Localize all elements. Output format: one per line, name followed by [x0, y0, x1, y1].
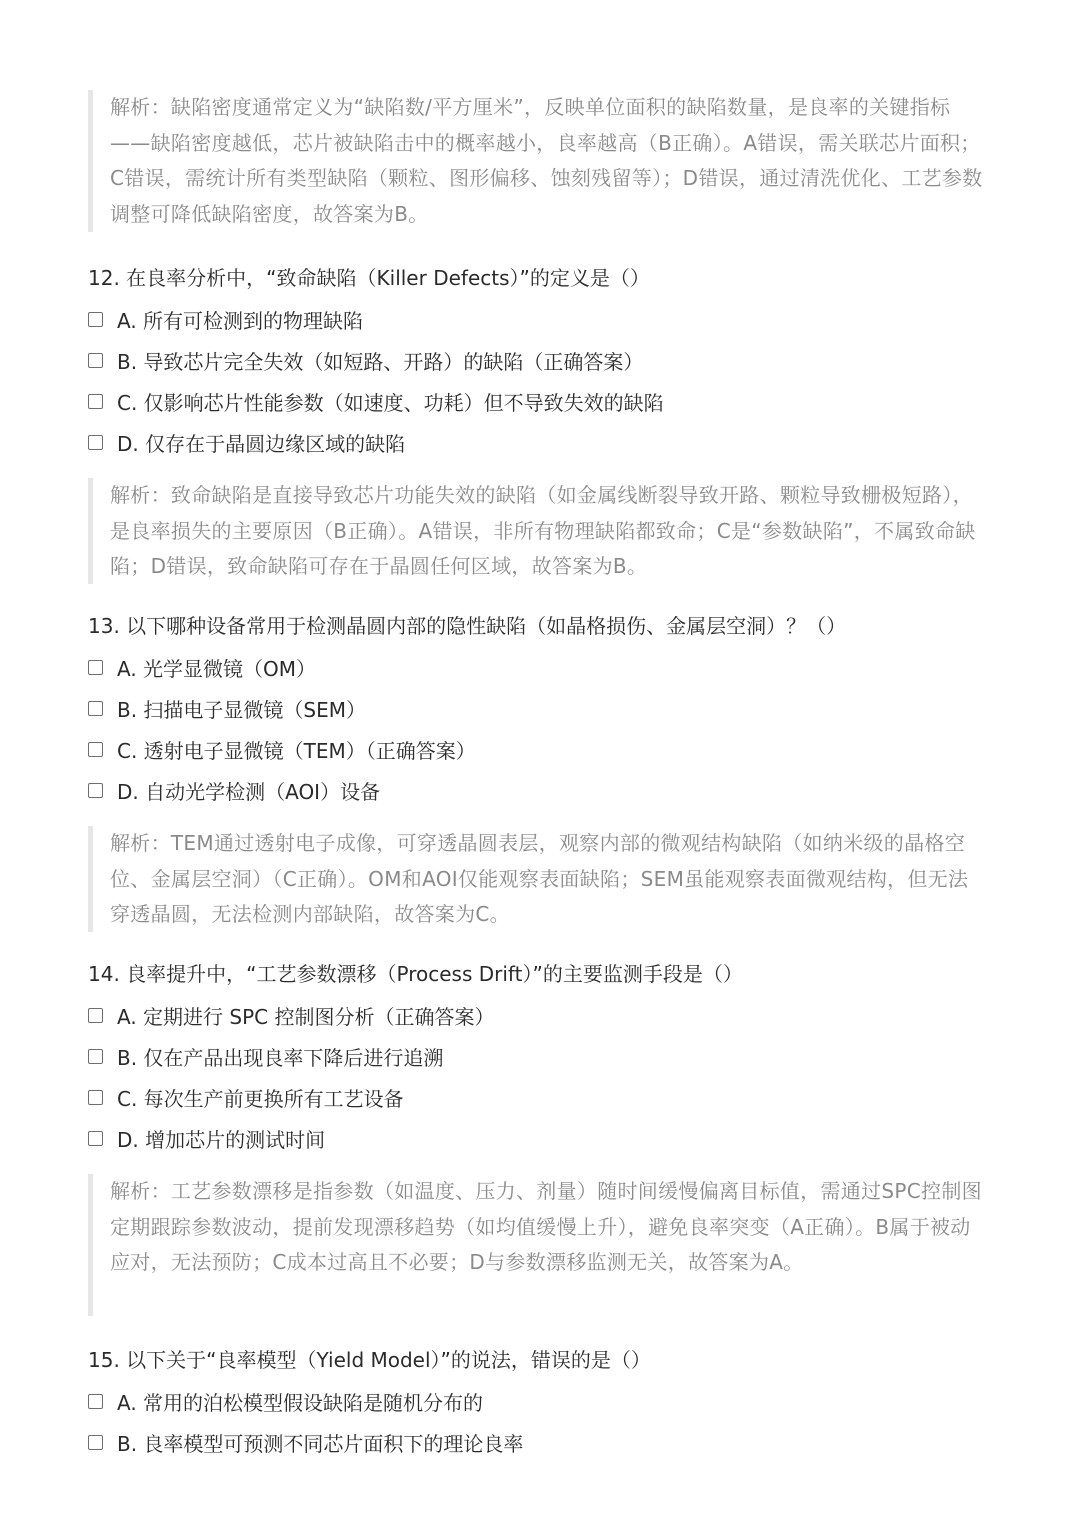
option-b[interactable]: [88, 694, 988, 722]
checkbox[interactable]: [88, 1435, 103, 1450]
option-a[interactable]: [88, 305, 988, 333]
question-title: 12. 在良率分析中，“致命缺陷（Killer Defects）”的定义是（）: [88, 266, 650, 290]
question-15: [88, 1346, 988, 1456]
checkbox[interactable]: [88, 701, 103, 716]
checkbox[interactable]: [88, 660, 103, 675]
question-title: 13. 以下哪种设备常用于检测晶圆内部的隐性缺陷（如晶格损伤、金属层空洞）？（）: [88, 614, 847, 638]
option-label: B. 仅在产品出现良率下降后进行追溯: [117, 1045, 444, 1070]
checkbox[interactable]: [88, 353, 103, 368]
question-14: [88, 960, 988, 1152]
option-label: B. 良率模型可预测不同芯片面积下的理论良率: [117, 1431, 524, 1456]
option-a[interactable]: [88, 653, 988, 681]
option-label: A. 常用的泊松模型假设缺陷是随机分布的: [117, 1390, 484, 1415]
option-d[interactable]: [88, 1124, 988, 1152]
checkbox[interactable]: [88, 1090, 103, 1105]
question-title: 14. 良率提升中，“工艺参数漂移（Process Drift）”的主要监测手段是（）: [88, 962, 743, 986]
option-label: C. 仅影响芯片性能参数（如速度、功耗）但不导致失效的缺陷: [117, 390, 664, 415]
option-label: B. 扫描电子显微镜（SEM）: [117, 697, 367, 722]
checkbox[interactable]: [88, 783, 103, 798]
option-label: D. 仅存在于晶圆边缘区域的缺陷: [117, 431, 406, 456]
option-c[interactable]: [88, 1083, 988, 1111]
checkbox[interactable]: [88, 394, 103, 409]
option-d[interactable]: [88, 428, 988, 456]
option-label: C. 透射电子显微镜（TEM）（正确答案）: [117, 738, 476, 763]
option-b[interactable]: [88, 1042, 988, 1070]
analysis-14: 解析：工艺参数漂移是指参数（如温度、压力、剂量）随时间缓慢偏离目标值，需通过SPC控制图定期跟踪参数波动，提前发现漂移趋势（如均值缓慢上升），避免良率突变（A正确）。B属于被动应对，无法预防；C成本过高且不必要；D与参数漂移监测无关，故答案为A。: [88, 1174, 983, 1316]
option-label: C. 每次生产前更换所有工艺设备: [117, 1086, 404, 1111]
option-d[interactable]: [88, 776, 988, 804]
option-c[interactable]: [88, 387, 988, 415]
checkbox[interactable]: [88, 435, 103, 450]
question-13: [88, 612, 988, 804]
checkbox[interactable]: [88, 1008, 103, 1023]
option-b[interactable]: [88, 1428, 988, 1456]
option-label: D. 增加芯片的测试时间: [117, 1127, 326, 1152]
option-label: A. 光学显微镜（OM）: [117, 656, 317, 681]
question-title: 15. 以下关于“良率模型（Yield Model）”的说法，错误的是（）: [88, 1348, 651, 1372]
checkbox[interactable]: [88, 1049, 103, 1064]
option-label: D. 自动光学检测（AOI）设备: [117, 779, 381, 804]
checkbox[interactable]: [88, 312, 103, 327]
option-a[interactable]: [88, 1001, 988, 1029]
option-label: B. 导致芯片完全失效（如短路、开路）的缺陷（正确答案）: [117, 349, 644, 374]
question-12: [88, 264, 988, 456]
option-b[interactable]: [88, 346, 988, 374]
option-c[interactable]: [88, 735, 988, 763]
analysis-12: 解析：致命缺陷是直接导致芯片功能失效的缺陷（如金属线断裂导致开路、颗粒导致栅极短路），是良率损失的主要原因（B正确）。A错误，非所有物理缺陷都致命；C是“参数缺陷”，不属致命缺陷；D错误，致命缺陷可存在于晶圆任何区域，故答案为B。: [88, 478, 983, 584]
checkbox[interactable]: [88, 1394, 103, 1409]
option-label: A. 定期进行 SPC 控制图分析（正确答案）: [117, 1004, 495, 1029]
analysis-13: 解析：TEM通过透射电子成像，可穿透晶圆表层，观察内部的微观结构缺陷（如纳米级的晶格空位、金属层空洞）（C正确）。OM和AOI仅能观察表面缺陷；SEM虽能观察表面微观结构，但无法穿透晶圆，无法检测内部缺陷，故答案为C。: [88, 826, 983, 932]
option-a[interactable]: [88, 1387, 988, 1415]
analysis-11: 解析：缺陷密度通常定义为“缺陷数/平方厘米”，反映单位面积的缺陷数量，是良率的关键指标——缺陷密度越低，芯片被缺陷击中的概率越小，良率越高（B正确）。A错误，需关联芯片面积；C错误，需统计所有类型缺陷（颗粒、图形偏移、蚀刻残留等）；D错误，通过清洗优化、工艺参数调整可降低缺陷密度，故答案为B。: [88, 90, 983, 232]
option-label: A. 所有可检测到的物理缺陷: [117, 308, 364, 333]
checkbox[interactable]: [88, 1131, 103, 1146]
checkbox[interactable]: [88, 742, 103, 757]
